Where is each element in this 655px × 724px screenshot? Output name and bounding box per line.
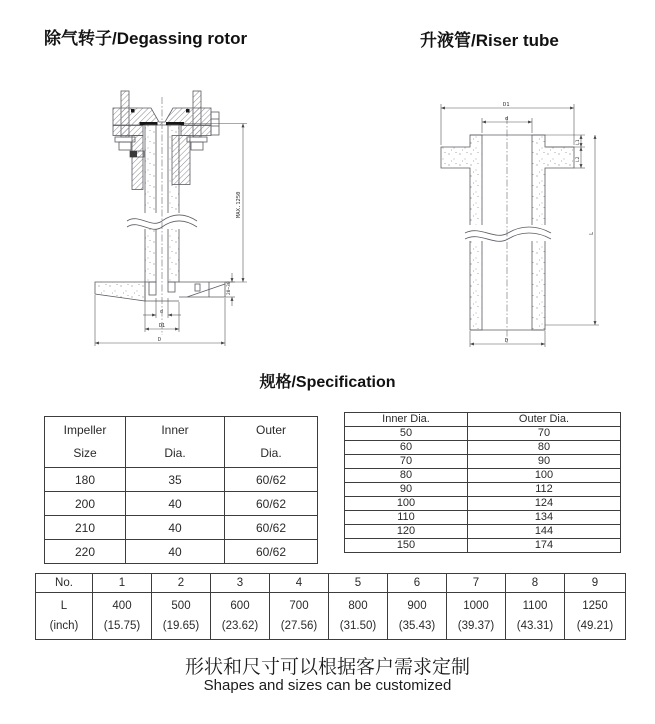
cell: 40 xyxy=(126,540,225,564)
cell: 600 (23.62) xyxy=(211,593,270,640)
table-row xyxy=(45,516,318,540)
cell: 900 (35.43) xyxy=(388,593,447,640)
rotor-disk-edge-label: 20~30 xyxy=(227,281,232,295)
cell: 1000 (39.37) xyxy=(447,593,506,640)
table-header-row xyxy=(45,417,318,468)
specification-title: 规格/Specification xyxy=(259,374,396,391)
cell: 110 xyxy=(345,511,468,525)
cell: 124 xyxy=(468,497,621,511)
cell: 150 xyxy=(345,539,468,553)
riser-flange-dia-label: D1 xyxy=(503,102,510,108)
table-row xyxy=(45,492,318,516)
rotor-disk-dia-label: D xyxy=(158,337,162,343)
cell: 7 xyxy=(447,574,506,593)
table-row xyxy=(345,469,621,483)
rotor-hub-label: D1 xyxy=(159,323,166,329)
cell: 200 xyxy=(45,492,126,516)
cell: 70 xyxy=(468,427,621,441)
cell: 5 xyxy=(329,574,388,593)
table-row xyxy=(345,497,621,511)
cell: 70 xyxy=(345,455,468,469)
footer-customized-zh: 形状和尺寸可以根据客户需求定制 xyxy=(184,657,470,678)
cell: 60/62 xyxy=(225,468,318,492)
rotor-geometry xyxy=(95,91,225,335)
riser-l1-label: L1 xyxy=(576,139,581,145)
l-inch-label: L (inch) xyxy=(36,593,93,640)
rotor-max-height-label: MAX.1250 xyxy=(236,191,242,218)
cell: 50 xyxy=(345,427,468,441)
cell: 80 xyxy=(468,441,621,455)
length-table xyxy=(35,573,626,640)
cell: 100 xyxy=(468,469,621,483)
cell: 6 xyxy=(388,574,447,593)
table-row xyxy=(36,593,626,640)
table-header-row xyxy=(36,574,626,593)
cell: 1100 (43.31) xyxy=(506,593,565,640)
cell: 9 xyxy=(565,574,626,593)
table-row xyxy=(345,525,621,539)
cell: 700 (27.56) xyxy=(270,593,329,640)
rotor-bore-label: d xyxy=(160,309,164,315)
header-outer-dia: Outer Dia. xyxy=(468,413,621,427)
cell: 40 xyxy=(126,492,225,516)
cell: 144 xyxy=(468,525,621,539)
header-outer-dia: Outer Dia. xyxy=(225,417,318,468)
table-row xyxy=(45,540,318,564)
impeller-spec-table xyxy=(44,416,318,564)
cell: 3 xyxy=(211,574,270,593)
cell: 134 xyxy=(468,511,621,525)
cell: 1 xyxy=(93,574,152,593)
cell: 35 xyxy=(126,468,225,492)
cell: 60/62 xyxy=(225,540,318,564)
cell: 80 xyxy=(345,469,468,483)
footer-customized-en: Shapes and sizes can be customized xyxy=(203,677,452,694)
cell: 112 xyxy=(468,483,621,497)
cell: 2 xyxy=(152,574,211,593)
cell: 220 xyxy=(45,540,126,564)
cell: 8 xyxy=(506,574,565,593)
cell: 4 xyxy=(270,574,329,593)
cell: 60/62 xyxy=(225,492,318,516)
cell: 60/62 xyxy=(225,516,318,540)
cell: 100 xyxy=(345,497,468,511)
header-inner-dia: Inner Dia. xyxy=(345,413,468,427)
cell: 90 xyxy=(345,483,468,497)
riser-tube-drawing xyxy=(425,85,610,360)
cell: 174 xyxy=(468,539,621,553)
riser-bore-dia-label: d xyxy=(505,116,509,122)
cell: 180 xyxy=(45,468,126,492)
cell: 800 (31.50) xyxy=(329,593,388,640)
no-label: No. xyxy=(36,574,93,593)
table-row xyxy=(345,483,621,497)
cell: 1250 (49.21) xyxy=(565,593,626,640)
riser-dia-table xyxy=(344,412,621,553)
riser-tube-title: 升液管/Riser tube xyxy=(420,31,559,50)
table-row xyxy=(345,455,621,469)
riser-outer-dia-label: D xyxy=(505,338,509,344)
cell: 400 (15.75) xyxy=(93,593,152,640)
cell: 210 xyxy=(45,516,126,540)
table-row xyxy=(45,468,318,492)
cell: 500 (19.65) xyxy=(152,593,211,640)
table-header-row xyxy=(345,413,621,427)
table-row xyxy=(345,511,621,525)
header-inner-dia: Inner Dia. xyxy=(126,417,225,468)
cell: 40 xyxy=(126,516,225,540)
table-row xyxy=(345,441,621,455)
table-row xyxy=(345,427,621,441)
cell: 60 xyxy=(345,441,468,455)
riser-geometry xyxy=(441,117,574,343)
degassing-rotor-title: 除气转子/Degassing rotor xyxy=(44,29,248,48)
riser-length-label: L xyxy=(589,231,595,235)
table-row xyxy=(345,539,621,553)
riser-l2-label: L2 xyxy=(576,156,581,162)
cell: 90 xyxy=(468,455,621,469)
header-impeller-size: Impeller Size xyxy=(45,417,126,468)
cell: 120 xyxy=(345,525,468,539)
degassing-rotor-drawing xyxy=(75,85,260,360)
